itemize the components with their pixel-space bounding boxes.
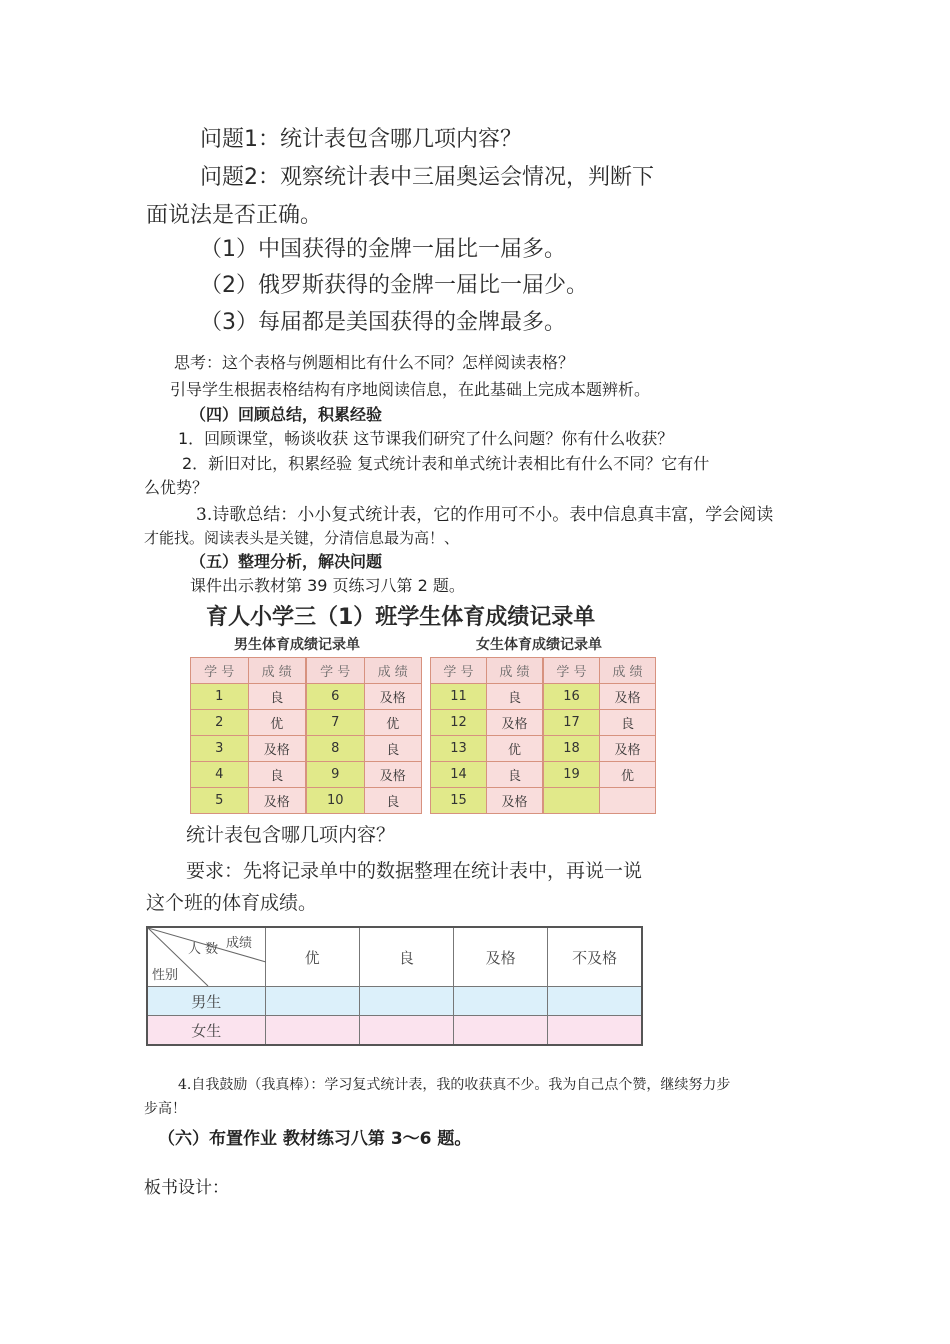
diagonal-header-cell (147, 927, 265, 987)
question-1: 问题1：统计表包含哪几项内容？ (200, 127, 522, 152)
student-id: 12 (431, 710, 487, 736)
student-grade: 及格 (487, 788, 543, 814)
student-grade: 及格 (364, 762, 422, 788)
blank-statistics-table (146, 926, 643, 1046)
col-grade-header: 成 绩 (248, 658, 306, 684)
item-3-line1: 3.诗歌总结：小小复式统计表，它的作用可不小。表中信息真丰富，学会阅读 (196, 505, 774, 525)
statement-3: （3）每届都是美国获得的金牌最多。 (200, 310, 566, 335)
col-header: 优 (265, 927, 359, 987)
student-grade: 及格 (600, 684, 656, 710)
student-grade: 良 (487, 762, 543, 788)
task-requirement-line2: 这个班的体育成绩。 (146, 892, 318, 914)
item-4-line1: 4.自我鼓励（我真棒）：学习复式统计表，我的收获真不少。我为自己点个赞，继续努力步 (178, 1077, 731, 1093)
student-id: 8 (307, 736, 365, 762)
blank-cell[interactable] (265, 1016, 359, 1046)
student-grade: 及格 (487, 710, 543, 736)
section-4-heading: （四）回顾总结，积累经验 (190, 405, 383, 424)
item-4-line2: 步高！ (144, 1101, 186, 1117)
col-grade-header: 成 绩 (487, 658, 543, 684)
section-6-heading: （六）布置作业 教材练习八第 3～6 题。 (158, 1129, 472, 1149)
student-id: 14 (431, 762, 487, 788)
student-grade: 良 (364, 736, 422, 762)
student-id: 16 (544, 684, 600, 710)
student-id: 2 (191, 710, 249, 736)
student-grade: 良 (600, 710, 656, 736)
student-id: 11 (431, 684, 487, 710)
header-people: 人 数 (188, 942, 219, 957)
boys-record-title: 男生体育成绩记录单 (234, 637, 360, 653)
girls-record-table-left (430, 657, 543, 814)
student-grade: 优 (600, 762, 656, 788)
student-grade: 及格 (248, 736, 306, 762)
student-id: 18 (544, 736, 600, 762)
blank-cell[interactable] (265, 987, 359, 1016)
girls-record-table-right (543, 657, 656, 814)
student-id: 17 (544, 710, 600, 736)
question-2-line2: 面说法是否正确。 (146, 203, 323, 228)
task-requirement-line1: 要求：先将记录单中的数据整理在统计表中，再说一说 (186, 860, 643, 882)
board-design-label: 板书设计： (144, 1178, 229, 1198)
student-grade: 优 (248, 710, 306, 736)
row-header: 男生 (147, 987, 265, 1016)
think-paragraph: 思考：这个表格与例题相比有什么不同？怎样阅读表格？ (174, 353, 575, 372)
student-id: 4 (191, 762, 249, 788)
blank-cell[interactable] (359, 1016, 453, 1046)
student-grade: 良 (248, 762, 306, 788)
student-id: 3 (191, 736, 249, 762)
row-header: 女生 (147, 1016, 265, 1046)
student-id: 10 (307, 788, 365, 814)
student-grade: 良 (248, 684, 306, 710)
student-grade: 及格 (248, 788, 306, 814)
courseware-note: 课件出示教材第 39 页练习八第 2 题。 (190, 576, 465, 595)
student-id: 5 (191, 788, 249, 814)
student-id: 1 (191, 684, 249, 710)
boys-record-table-left (190, 657, 306, 814)
student-grade: 优 (487, 736, 543, 762)
header-gender: 性别 (152, 968, 179, 983)
girls-record-title: 女生体育成绩记录单 (476, 637, 602, 653)
blank-cell[interactable] (548, 1016, 642, 1046)
boys-record-table-right (306, 657, 422, 814)
student-grade: 良 (487, 684, 543, 710)
blank-cell[interactable] (359, 987, 453, 1016)
col-id-header: 学 号 (191, 658, 249, 684)
item-2-line1: 2．新旧对比，积累经验 复式统计表和单式统计表相比有什么不同？它有什 (182, 454, 710, 473)
student-grade: 优 (364, 710, 422, 736)
col-id-header: 学 号 (544, 658, 600, 684)
guide-paragraph: 引导学生根据表格结构有序地阅读信息，在此基础上完成本题辨析。 (170, 380, 651, 399)
statement-2: （2）俄罗斯获得的金牌一届比一届少。 (200, 273, 588, 298)
col-header: 不及格 (548, 927, 642, 987)
student-id (544, 788, 600, 814)
col-grade-header: 成 绩 (364, 658, 422, 684)
item-1: 1．回顾课堂，畅谈收获 这节课我们研究了什么问题？你有什么收获？ (178, 429, 674, 448)
col-id-header: 学 号 (431, 658, 487, 684)
header-grade: 成绩 (226, 936, 253, 951)
statement-1: （1）中国获得的金牌一届比一届多。 (200, 237, 566, 262)
col-header: 良 (359, 927, 453, 987)
col-grade-header: 成 绩 (600, 658, 656, 684)
record-title: 育人小学三（1）班学生体育成绩记录单 (206, 605, 596, 630)
student-id: 7 (307, 710, 365, 736)
col-id-header: 学 号 (307, 658, 365, 684)
question-2-line1: 问题2：观察统计表中三届奥运会情况，判断下 (200, 165, 654, 190)
blank-cell[interactable] (454, 987, 548, 1016)
student-grade: 良 (364, 788, 422, 814)
blank-cell[interactable] (548, 987, 642, 1016)
student-id: 13 (431, 736, 487, 762)
student-id: 15 (431, 788, 487, 814)
student-id: 6 (307, 684, 365, 710)
student-grade: 及格 (600, 736, 656, 762)
student-grade: 及格 (364, 684, 422, 710)
student-id: 19 (544, 762, 600, 788)
task-question: 统计表包含哪几项内容？ (186, 824, 396, 846)
section-5-heading: （五）整理分析，解决问题 (190, 552, 383, 571)
item-2-line2: 么优势？ (144, 478, 209, 497)
item-3-line2: 才能找。阅读表头是关键，分清信息最为高！、 (144, 529, 460, 547)
col-header: 及格 (454, 927, 548, 987)
blank-cell[interactable] (454, 1016, 548, 1046)
student-grade (600, 788, 656, 814)
student-id: 9 (307, 762, 365, 788)
